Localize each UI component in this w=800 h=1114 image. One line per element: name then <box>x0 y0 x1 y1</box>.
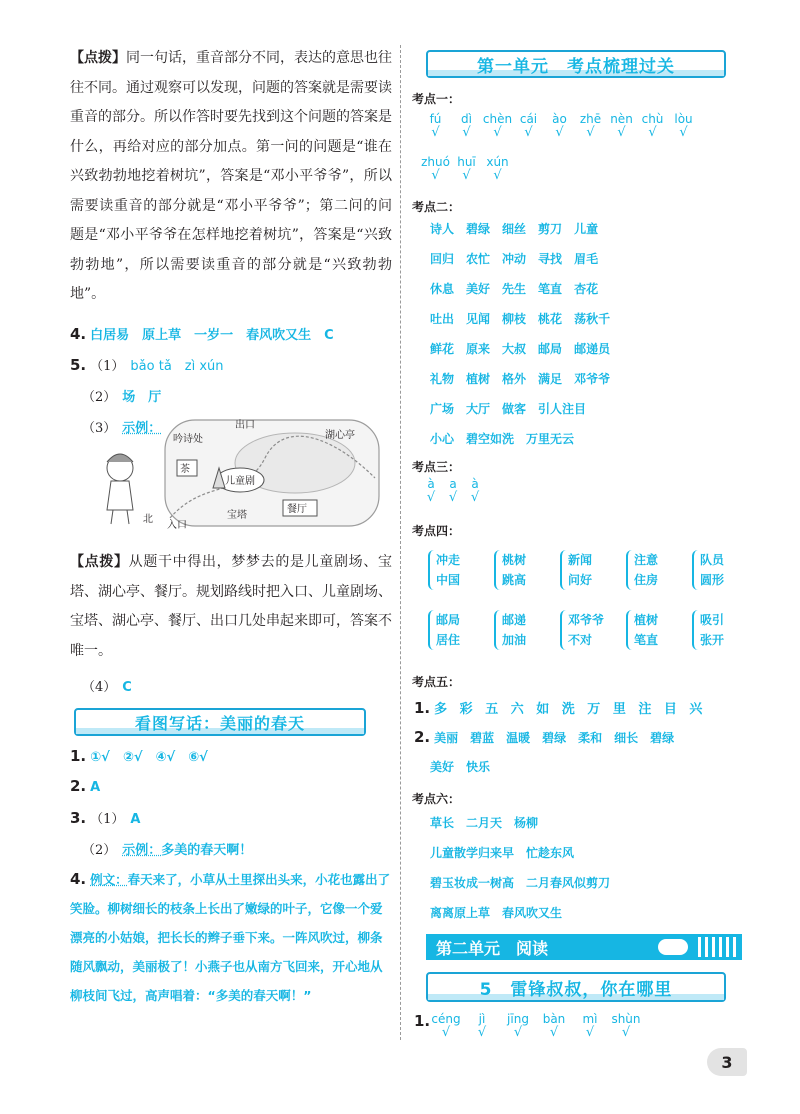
brace-group <box>626 550 682 590</box>
word-answer: 中国 <box>436 573 461 587</box>
map-label-tea: 茶 <box>180 464 190 475</box>
word-answer: 柳枝 <box>502 312 527 326</box>
check-mark-icon: √ <box>621 1025 631 1040</box>
answer-text: A <box>130 812 141 827</box>
word-answer: 眉毛 <box>574 252 599 266</box>
answer-w2 <box>70 777 100 795</box>
answer-w3-1 <box>70 808 140 827</box>
answer-q4 <box>70 324 334 343</box>
pinyin-text: chù <box>641 112 664 126</box>
answer-text: 多美的春天啊！ <box>161 843 253 858</box>
check-mark-icon: √ <box>431 125 440 140</box>
pinyin-answer <box>464 1012 500 1040</box>
map-label-lake: 湖心亭 <box>325 430 355 441</box>
check-mark-icon: √ <box>470 490 480 505</box>
pinyin-text: mì <box>582 1012 598 1026</box>
brace-group <box>560 610 616 650</box>
check-mark-icon: √ <box>585 1025 595 1040</box>
word-answer: 礼物 <box>430 372 455 386</box>
sub-label: （1） <box>90 812 125 827</box>
check-mark-icon: √ <box>617 125 626 140</box>
pinyin-text: jì <box>478 1012 486 1026</box>
example-label: 例文： <box>90 872 128 887</box>
section-banner-unit1 <box>426 50 726 78</box>
check-mark-icon: √ <box>679 125 688 140</box>
check-mark-icon: √ <box>462 168 471 183</box>
word-answer: 儿童 <box>574 222 599 236</box>
kd1-label: 考点一： <box>412 92 461 106</box>
word-answer: 植树 <box>466 372 491 386</box>
word-answer: 张开 <box>700 633 725 647</box>
word-answer: 鲜花 <box>430 342 455 356</box>
word-answer: 杏花 <box>574 282 599 296</box>
check-mark-icon: √ <box>426 490 436 505</box>
word-answer: 居住 <box>436 633 461 647</box>
pinyin-answer <box>442 477 464 505</box>
word-answer: 大厅 <box>466 402 491 416</box>
word-answer: 邮局 <box>436 613 461 627</box>
tip-label: 【点拨】 <box>70 554 129 570</box>
pinyin-answer <box>637 112 668 140</box>
pinyin-answer <box>668 112 699 140</box>
brace-group <box>494 610 550 650</box>
answer-text: 白居易 原上草 一岁一 春风吹又生 C <box>90 328 334 343</box>
word-answer: 做客 <box>502 402 527 416</box>
kd5-label: 考点五： <box>412 675 461 689</box>
answer-text: 多 彩 五 六 如 洗 万 里 注 目 兴 <box>434 702 703 717</box>
sub-label: （4） <box>82 680 117 695</box>
tip-paragraph-2 <box>70 548 392 666</box>
word-answer: 问好 <box>568 573 593 587</box>
page-number: 3 <box>707 1048 747 1076</box>
pinyin-answer <box>464 477 486 505</box>
pinyin-text: xún <box>486 155 509 169</box>
sub-label: （2） <box>82 843 117 858</box>
answer-text: ①√ ②√ ④√ ⑥√ <box>90 750 208 765</box>
check-mark-icon: √ <box>513 1025 523 1040</box>
answer-q5-2 <box>82 386 161 405</box>
word-answer: 万里无云 <box>526 432 575 446</box>
word-answer: 邮递员 <box>574 342 611 356</box>
pinyin-answer <box>428 1012 464 1040</box>
word-row <box>430 430 586 447</box>
answer-text: 美好 快乐 <box>430 760 491 774</box>
pinyin-text: céng <box>431 1012 461 1026</box>
word-row <box>430 400 598 417</box>
pinyin-answer <box>513 112 544 140</box>
pinyin-answer <box>482 155 513 183</box>
answer-q5-4 <box>82 676 132 695</box>
word-row <box>430 310 622 327</box>
word-answer: 植树 <box>634 613 659 627</box>
stripe-decoration <box>698 937 738 957</box>
word-answer: 见闻 <box>466 312 491 326</box>
answer-text: C <box>122 680 132 695</box>
check-mark-icon: √ <box>524 125 533 140</box>
word-row <box>430 280 610 297</box>
answer-text: 场 厅 <box>122 390 162 405</box>
pinyin-answer <box>606 112 637 140</box>
word-answer: 小心 <box>430 432 455 446</box>
poem-answer-row: 碧玉妆成一树高 二月春风似剪刀 <box>430 876 611 890</box>
map-label-entrance: 入口 <box>167 520 187 530</box>
unit2-header <box>426 934 742 960</box>
question-number: 4. <box>70 325 87 343</box>
map-label-pagoda: 宝塔 <box>227 510 247 521</box>
answer-q5-1 <box>70 355 224 374</box>
word-answer: 邓爷爷 <box>568 613 605 627</box>
banner-title: 看图写话：美丽的春天 <box>134 713 305 733</box>
word-answer: 引人注目 <box>538 402 587 416</box>
map-label-rest: 吟诗处 <box>173 434 203 445</box>
answer-w3-2 <box>82 839 252 858</box>
word-answer: 笔直 <box>634 633 659 647</box>
word-answer: 满足 <box>538 372 563 386</box>
answer-text: bǎo tǎ zì xún <box>130 359 224 374</box>
word-answer: 大叔 <box>502 342 527 356</box>
word-row <box>430 250 610 267</box>
kd5-answer-2 <box>414 728 674 746</box>
word-row <box>430 370 622 387</box>
brace-group <box>428 550 484 590</box>
poem-answer-row: 离离原上草 春风吹又生 <box>430 906 563 920</box>
pinyin-text: a <box>449 477 457 491</box>
check-mark-icon: √ <box>448 490 458 505</box>
word-answer: 跳高 <box>502 573 527 587</box>
tip-text: 同一句话，重音部分不同，表达的意思也往往不同。通过观察可以发现，问题的答案就是需要读重音的部分。所以作答时要先找到这个问题的答案是什么，再给对应的部分加点。第一问的问题是“谁在兴致勃勃地挖着树坑”，答案是“邓小平爷爷”，所以需要读重音的部分就是“邓小平爷爷”；第二问的问题是“邓小平爷爷在怎样地挖着树坑”，答案是“兴致勃勃地”，所以需要读重音的部分就是“兴致勃勃地”。 <box>70 50 392 302</box>
word-answer: 吐出 <box>430 312 455 326</box>
word-answer: 诗人 <box>430 222 455 236</box>
brace-group <box>560 550 616 590</box>
word-answer: 桃花 <box>538 312 563 326</box>
check-mark-icon: √ <box>493 168 502 183</box>
brace-group <box>626 610 682 650</box>
word-answer: 碧绿 <box>466 222 491 236</box>
column-divider <box>400 45 401 1040</box>
check-mark-icon: √ <box>477 1025 487 1040</box>
kd3-label: 考点三： <box>412 460 461 474</box>
word-answer: 荡秋千 <box>574 312 611 326</box>
park-map-illustration <box>95 418 385 530</box>
kd1-pinyin-row1 <box>420 112 699 140</box>
word-answer: 住房 <box>634 573 659 587</box>
word-answer: 原来 <box>466 342 491 356</box>
word-answer: 剪刀 <box>538 222 563 236</box>
banner-title: 第一单元 考点梳理过关 <box>477 56 675 77</box>
word-answer: 邮递 <box>502 613 527 627</box>
word-row <box>430 220 610 237</box>
question-number: 1. <box>414 699 431 717</box>
word-answer: 休息 <box>430 282 455 296</box>
check-mark-icon: √ <box>462 125 471 140</box>
word-answer: 寻找 <box>538 252 563 266</box>
pinyin-text: shùn <box>611 1012 641 1026</box>
pinyin-answer <box>500 1012 536 1040</box>
pinyin-answer <box>420 112 451 140</box>
answer-w4-essay <box>70 865 392 1010</box>
l5-pinyin-row <box>428 1012 644 1040</box>
pinyin-answer <box>482 112 513 140</box>
poem-answer-row: 儿童散学归来早 忙趁东风 <box>430 846 575 860</box>
word-answer: 农忙 <box>466 252 491 266</box>
question-number: 1. <box>414 1012 431 1030</box>
word-row <box>430 340 622 357</box>
brace-group <box>692 610 748 650</box>
pinyin-answer <box>575 112 606 140</box>
sub-label: （3） <box>82 421 117 436</box>
check-mark-icon: √ <box>586 125 595 140</box>
word-answer: 笔直 <box>538 282 563 296</box>
map-label-exit: 出口 <box>235 420 255 431</box>
kd4-label: 考点四： <box>412 524 461 538</box>
pinyin-answer <box>420 477 442 505</box>
pinyin-text: zhē <box>579 112 602 126</box>
pinyin-text: zhuó <box>421 155 450 169</box>
check-mark-icon: √ <box>648 125 657 140</box>
pinyin-text: bàn <box>542 1012 566 1026</box>
check-mark-icon: √ <box>431 168 440 183</box>
pinyin-text: à <box>471 477 479 491</box>
pinyin-answer <box>451 155 482 183</box>
check-mark-icon: √ <box>493 125 502 140</box>
word-answer: 吸引 <box>700 613 725 627</box>
unit2-title: 第二单元 阅读 <box>436 938 549 958</box>
question-number: 5. <box>70 356 87 374</box>
kd2-label: 考点二： <box>412 200 461 214</box>
word-answer: 冲动 <box>502 252 527 266</box>
car-icon <box>658 939 688 955</box>
word-answer: 队员 <box>700 553 725 567</box>
word-answer: 注意 <box>634 553 659 567</box>
pinyin-text: lòu <box>674 112 693 126</box>
kd3-pinyin-row <box>420 477 486 505</box>
answer-text: 美丽 碧蓝 温暖 碧绿 柔和 细长 碧绿 <box>434 731 675 745</box>
word-answer: 细丝 <box>502 222 527 236</box>
question-number: 4. <box>70 870 87 888</box>
sub-label: （2） <box>82 390 117 405</box>
pinyin-answer <box>420 155 451 183</box>
pinyin-text: à <box>427 477 435 491</box>
word-answer: 邮局 <box>538 342 563 356</box>
pinyin-text: jīng <box>507 1012 529 1026</box>
word-answer: 回归 <box>430 252 455 266</box>
pinyin-text: fú <box>429 112 442 126</box>
pinyin-text: dì <box>461 112 472 126</box>
word-answer: 桃树 <box>502 553 527 567</box>
pinyin-text: nèn <box>610 112 633 126</box>
word-answer: 新闻 <box>568 553 593 567</box>
map-label-theater: 儿童剧 <box>225 476 255 487</box>
sub-label: （1） <box>90 359 125 374</box>
tip-label: 【点拨】 <box>70 50 126 66</box>
poem-answer-row: 草长 二月天 杨柳 <box>430 816 539 830</box>
word-answer: 邓爷爷 <box>574 372 611 386</box>
check-mark-icon: √ <box>555 125 564 140</box>
word-answer: 不对 <box>568 633 593 647</box>
kd5-answer-1 <box>414 698 702 717</box>
pinyin-answer <box>544 112 575 140</box>
map-label-north: 北 <box>143 514 153 525</box>
pinyin-text: ào <box>552 112 567 126</box>
question-number: 2. <box>414 728 431 746</box>
word-answer: 加油 <box>502 633 527 647</box>
section-banner-writing <box>74 708 366 736</box>
brace-group <box>428 610 484 650</box>
brace-group <box>494 550 550 590</box>
section-banner-lesson5 <box>426 972 726 1002</box>
brace-group <box>692 550 748 590</box>
tip-text: 从题干中得出，梦梦去的是儿童剧场、宝塔、湖心亭、餐厅。规划路线时把入口、儿童剧场、宝塔、湖心亭、餐厅、出口几处串起来即可，答案不唯一。 <box>70 554 393 659</box>
essay-text: 春天来了，小草从土里探出头来，小花也露出了笑脸。柳树细长的枝条上长出了嫩绿的叶子，它像一个爱漂亮的小姑娘，把长长的辫子垂下来。一阵风吹过，柳条随风飘动，美丽极了！小燕子也从南方飞回来，开心地从柳枝间飞过，高声唱着：“多美的春天啊！” <box>70 872 391 1003</box>
kd1-pinyin-row2 <box>420 155 513 183</box>
pinyin-text: huī <box>457 155 476 169</box>
pinyin-text: cái <box>519 112 538 126</box>
girl-icon <box>107 454 133 524</box>
word-answer: 圆形 <box>700 573 725 587</box>
pinyin-answer <box>572 1012 608 1040</box>
question-number: 1. <box>70 747 87 765</box>
kd6-label: 考点六： <box>412 792 461 806</box>
banner-title: 5 雷锋叔叔，你在哪里 <box>479 979 673 1000</box>
question-number: 3. <box>70 809 87 827</box>
answer-w1 <box>70 746 208 765</box>
tip-paragraph-1 <box>70 44 392 310</box>
check-mark-icon: √ <box>441 1025 451 1040</box>
word-answer: 碧空如洗 <box>466 432 515 446</box>
kd5-answer-2b <box>430 758 490 775</box>
word-answer: 先生 <box>502 282 527 296</box>
pinyin-text: chèn <box>482 112 513 126</box>
check-mark-icon: √ <box>549 1025 559 1040</box>
word-answer: 冲走 <box>436 553 461 567</box>
question-number: 2. <box>70 777 87 795</box>
word-answer: 广场 <box>430 402 455 416</box>
pinyin-answer <box>451 112 482 140</box>
answer-text: A <box>90 780 101 795</box>
example-label: 示例： <box>122 421 162 436</box>
word-answer: 格外 <box>502 372 527 386</box>
example-label: 示例： <box>122 843 162 858</box>
word-answer: 美好 <box>466 282 491 296</box>
pinyin-answer <box>608 1012 644 1040</box>
map-label-dining: 餐厅 <box>287 504 307 515</box>
pinyin-answer <box>536 1012 572 1040</box>
